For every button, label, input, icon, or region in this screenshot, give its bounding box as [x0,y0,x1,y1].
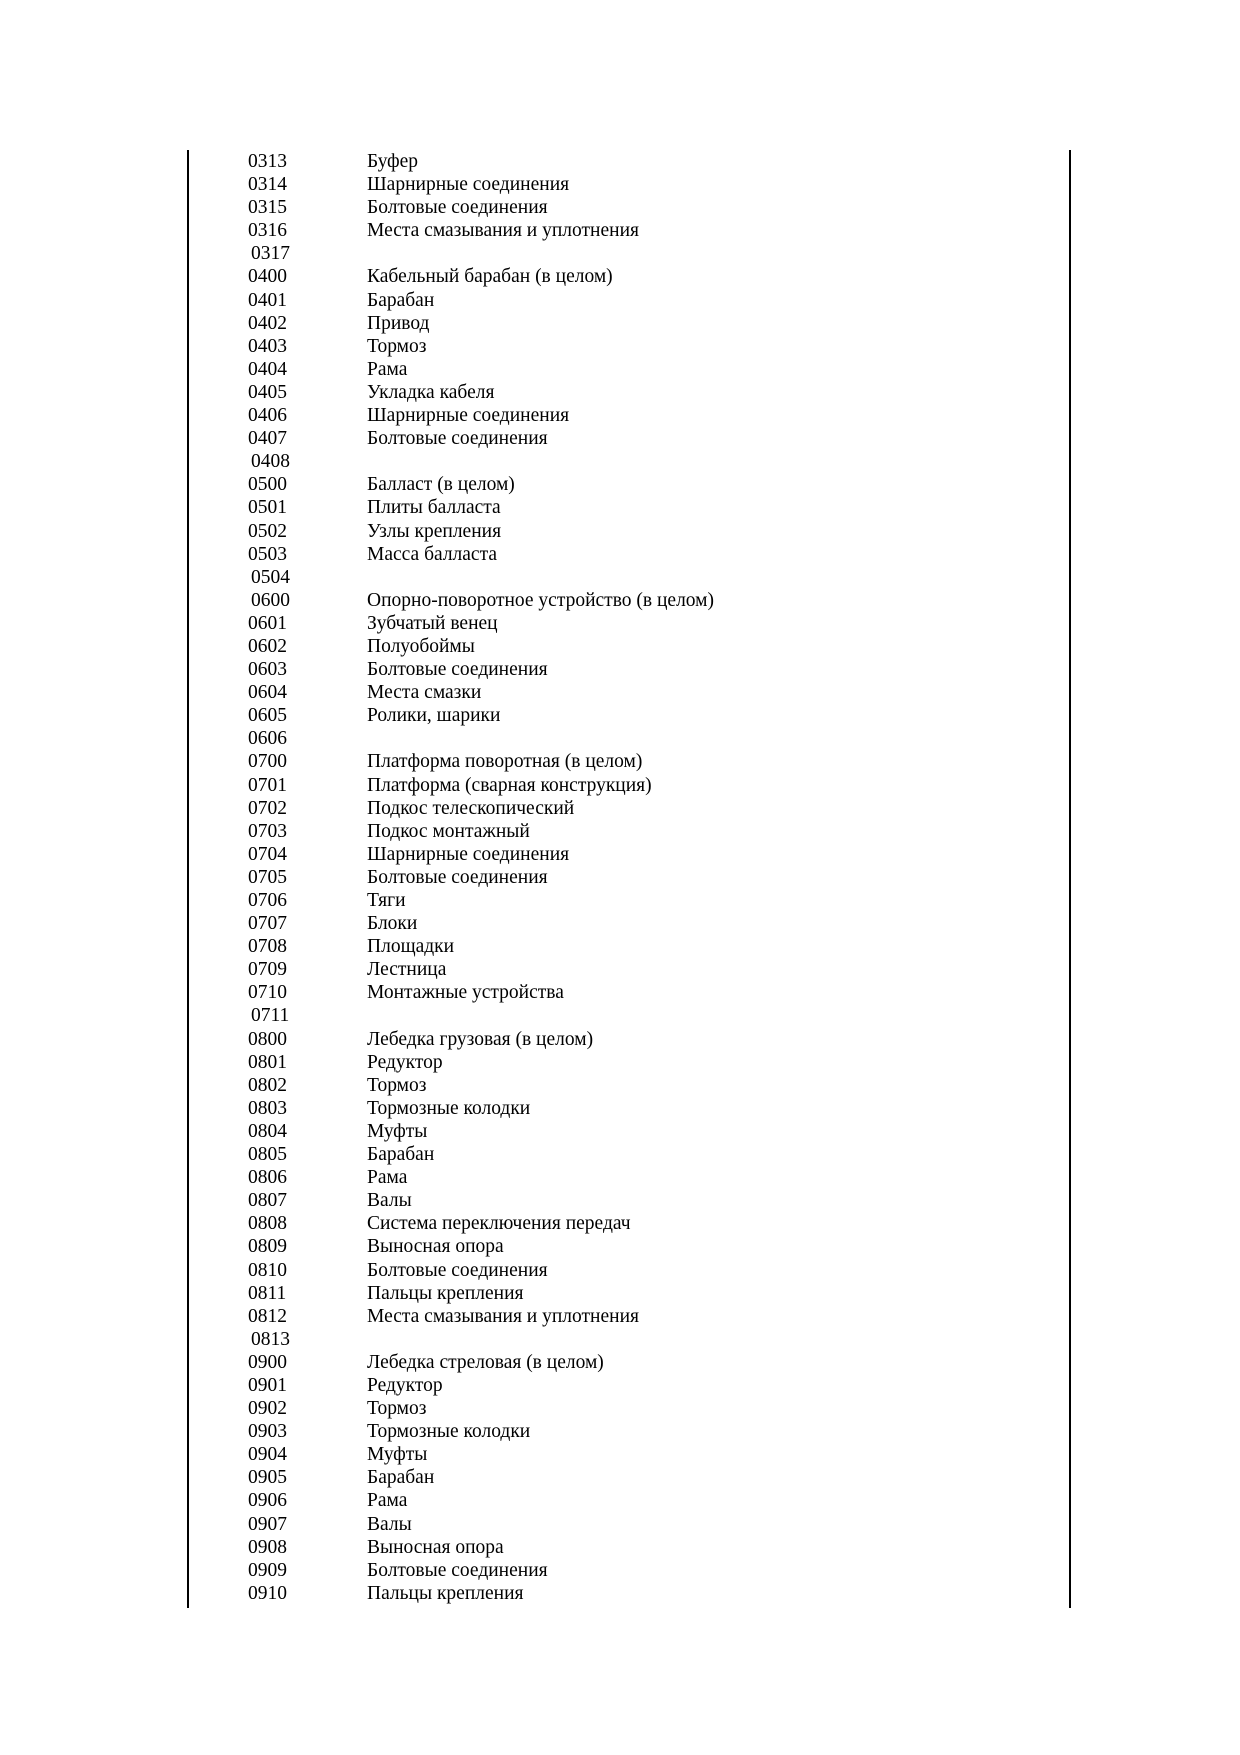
item-code: 0803 [248,1097,287,1119]
item-name: Блоки [367,913,418,935]
item-code: 0704 [248,843,287,865]
item-code: 0910 [248,1582,287,1604]
item-code: 0809 [248,1236,287,1258]
item-code: 0802 [248,1074,287,1096]
item-code: 0707 [248,913,287,935]
item-code: 0905 [248,1467,287,1489]
item-name: Буфер [367,151,419,172]
list-item [0,566,1240,589]
item-code: 0711 [251,1005,290,1027]
list-item [0,774,1240,797]
list-item [0,935,1240,958]
list-item [0,1166,1240,1189]
item-name: Кабельный барабан (в целом) [367,266,613,288]
item-name: Места смазывания и уплотнения [367,1305,639,1327]
list-item [0,1282,1240,1305]
component-code-list [0,150,1240,1605]
item-name: Лестница [367,959,447,981]
item-code: 0808 [248,1213,287,1235]
item-name: Валы [367,1190,412,1212]
item-code: 0605 [248,705,287,727]
list-item [0,1120,1240,1143]
item-name: Болтовые соединения [367,1259,548,1281]
list-item [0,219,1240,242]
item-code: 0600 [251,589,290,611]
list-item [0,496,1240,519]
item-name: Тяги [367,890,406,911]
item-code: 0601 [248,612,287,634]
item-name: Масса балласта [367,543,498,565]
item-name: Зубчатый венец [367,612,498,634]
item-code: 0901 [248,1374,287,1396]
list-item [0,658,1240,681]
item-name: Платформа (сварная конструкция) [367,774,652,796]
item-code: 0700 [248,751,287,773]
list-item [0,843,1240,866]
item-code: 0705 [248,866,287,888]
item-name: Лебедка грузовая (в целом) [367,1028,594,1050]
item-code: 0314 [248,174,287,196]
item-name: Муфты [367,1444,428,1466]
list-item [0,173,1240,196]
list-item [0,1420,1240,1443]
item-name: Система переключения передач [367,1213,631,1235]
item-code: 0502 [248,520,287,542]
list-item [0,1374,1240,1397]
item-code: 0315 [248,197,287,219]
list-item [0,335,1240,358]
list-item [0,1143,1240,1166]
list-item [0,797,1240,820]
item-name: Болтовые соединения [367,428,548,450]
item-name: Узлы крепления [367,520,502,542]
item-code: 0812 [248,1305,287,1327]
item-name: Шарнирные соединения [367,843,570,865]
list-item [0,1051,1240,1074]
list-item [0,450,1240,473]
item-name: Выносная опора [367,1536,504,1558]
list-item [0,820,1240,843]
item-code: 0800 [248,1028,287,1050]
item-code: 0807 [248,1190,287,1212]
list-item [0,1536,1240,1559]
list-item [0,1328,1240,1351]
item-name: Привод [367,312,430,334]
list-item [0,1189,1240,1212]
item-name: Лебедка стреловая (в целом) [367,1351,604,1373]
list-item [0,612,1240,635]
item-name: Рама [367,358,408,380]
list-item [0,520,1240,543]
item-name: Места смазывания и уплотнения [367,220,639,242]
item-name: Подкос монтажный [367,820,530,842]
item-name: Тормозные колодки [367,1097,531,1119]
item-name: Плиты балласта [367,497,501,519]
item-code: 0810 [248,1259,287,1281]
item-name: Выносная опора [367,1236,504,1258]
item-code: 0806 [248,1167,287,1189]
item-name: Валы [367,1513,412,1535]
list-item [0,1489,1240,1512]
item-code: 0801 [248,1051,287,1073]
item-name: Укладка кабеля [367,381,495,403]
item-code: 0408 [251,451,290,473]
item-code: 0400 [248,266,287,288]
list-item [0,1466,1240,1489]
item-name: Болтовые соединения [367,197,548,219]
list-item [0,1582,1240,1605]
list-item [0,681,1240,704]
item-name: Балласт (в целом) [367,474,515,496]
item-code: 0405 [248,381,287,403]
item-name: Площадки [367,936,455,958]
item-name: Тормозные колодки [367,1421,531,1443]
list-item [0,1004,1240,1027]
item-name: Рама [367,1490,408,1512]
item-code: 0904 [248,1444,287,1466]
item-code: 0500 [248,474,287,496]
item-name: Редуктор [367,1051,443,1073]
list-item [0,196,1240,219]
list-item [0,289,1240,312]
item-code: 0407 [248,428,287,450]
item-code: 0709 [248,959,287,981]
list-item [0,265,1240,288]
item-code: 0603 [248,659,287,681]
item-name: Места смазки [367,682,482,704]
list-item [0,150,1240,173]
item-code: 0702 [248,797,287,819]
item-code: 0406 [248,405,287,427]
item-name: Шарнирные соединения [367,405,570,427]
list-item [0,866,1240,889]
list-item [0,889,1240,912]
item-name: Тормоз [367,335,427,357]
item-code: 0813 [251,1328,290,1350]
item-code: 0900 [248,1351,287,1373]
item-name: Барабан [367,1467,435,1489]
item-name: Пальцы крепления [367,1582,524,1604]
list-item [0,1559,1240,1582]
item-code: 0606 [248,728,287,750]
item-name: Ролики, шарики [367,705,501,727]
item-code: 0708 [248,936,287,958]
item-code: 0906 [248,1490,287,1512]
item-name: Шарнирные соединения [367,174,570,196]
item-name: Пальцы крепления [367,1282,524,1304]
item-code: 0902 [248,1398,287,1420]
list-item [0,381,1240,404]
item-name: Барабан [367,1144,435,1166]
list-item [0,958,1240,981]
item-code: 0503 [248,543,287,565]
item-code: 0710 [248,982,287,1004]
item-name: Подкос телескопический [367,797,575,819]
item-name: Полуобоймы [367,635,475,657]
item-code: 0604 [248,682,287,704]
item-code: 0701 [248,774,287,796]
list-item [0,912,1240,935]
item-code: 0903 [248,1421,287,1443]
list-item [0,1305,1240,1328]
item-code: 0504 [251,566,290,588]
list-item [0,427,1240,450]
list-item [0,242,1240,265]
item-name: Тормоз [367,1074,427,1096]
item-code: 0907 [248,1513,287,1535]
list-item [0,1097,1240,1120]
list-item [0,635,1240,658]
item-code: 0501 [248,497,287,519]
item-name: Болтовые соединения [367,659,548,681]
item-code: 0909 [248,1559,287,1581]
item-name: Барабан [367,289,435,311]
item-name: Опорно-поворотное устройство (в целом) [367,589,715,611]
item-code: 0703 [248,820,287,842]
list-item [0,1259,1240,1282]
list-item [0,1028,1240,1051]
list-item [0,981,1240,1004]
list-item [0,404,1240,427]
list-item [0,704,1240,727]
item-name: Рама [367,1167,408,1189]
item-code: 0313 [248,151,287,172]
item-code: 0317 [251,243,290,265]
item-name: Тормоз [367,1398,427,1420]
item-code: 0316 [248,220,287,242]
list-item [0,750,1240,773]
list-item [0,543,1240,566]
item-code: 0804 [248,1120,287,1142]
item-name: Монтажные устройства [367,982,564,1004]
item-name: Болтовые соединения [367,1559,548,1581]
list-item [0,312,1240,335]
list-item [0,1212,1240,1235]
list-item [0,589,1240,612]
list-item [0,473,1240,496]
item-code: 0401 [248,289,287,311]
item-name: Платформа поворотная (в целом) [367,751,643,773]
item-name: Муфты [367,1120,428,1142]
list-item [0,1513,1240,1536]
item-name: Болтовые соединения [367,866,548,888]
item-code: 0402 [248,312,287,334]
item-code: 0403 [248,335,287,357]
list-item [0,1351,1240,1374]
item-name: Редуктор [367,1374,443,1396]
item-code: 0404 [248,358,287,380]
list-item [0,358,1240,381]
item-code: 0805 [248,1144,287,1166]
list-item [0,1235,1240,1258]
item-code: 0706 [248,890,287,911]
item-code: 0602 [248,635,287,657]
item-code: 0811 [248,1282,287,1304]
list-item [0,1074,1240,1097]
list-item [0,1443,1240,1466]
list-item [0,1397,1240,1420]
item-code: 0908 [248,1536,287,1558]
list-item [0,727,1240,750]
